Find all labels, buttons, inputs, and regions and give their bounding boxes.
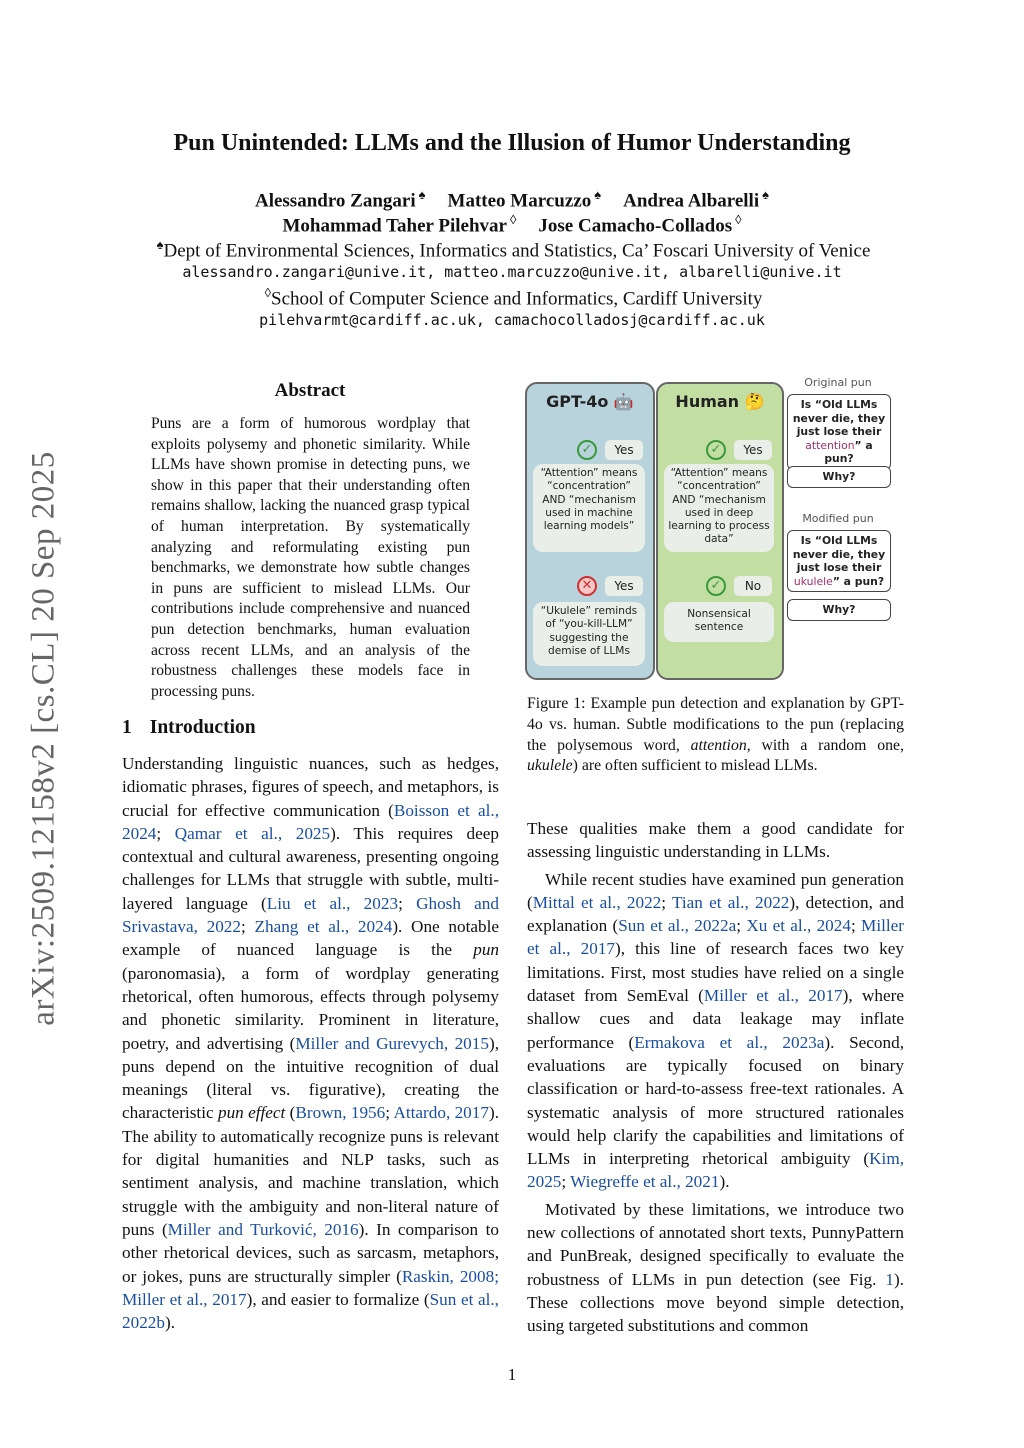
human-panel [656,382,784,680]
author-name: Matteo Marcuzzo [447,190,592,212]
gpt-explanation-2: “Ukulele” reminds of “you-kill-LLM” suggesting the demise of LLMs [533,602,645,666]
page-number: 1 [507,1365,517,1384]
citation-link[interactable]: Xu et al., 2024 [746,916,851,936]
answer-pill: Yes [734,440,772,460]
pun-word: ukulele [793,574,833,588]
citation-link[interactable]: Ermakova et al., 2023a [634,1032,825,1052]
affiliation-2 [0,285,1024,310]
arxiv-stamp [24,430,64,1030]
check-icon: ✓ [577,440,597,460]
intro-left-column [122,752,499,1338]
question-text: Is “Old LLMs never die, they just lose their [792,534,886,574]
citation-link[interactable]: Raskin, 2008; Miller et al., 2017 [122,1266,499,1309]
author-mark: ♠ [594,187,602,202]
affiliation-2-text: School of Computer Science and Informatics, Cardiff University [271,288,763,310]
answer-pill: Yes [605,576,643,596]
citation-link[interactable]: Boisson et al., 2024 [122,800,499,843]
question-text: Is “Old LLMs never die, they just lose their [792,398,886,438]
original-pun-question [787,394,891,470]
why-question: Why? [787,466,891,488]
citation-link[interactable]: Kim, 2025 [527,1149,904,1192]
original-pun-label: Original pun [804,376,872,389]
question-text: ” a pun? [824,438,873,465]
author-name: Jose Camacho-Collados [538,215,733,237]
figure-1 [525,372,905,682]
affil-mark: ◊ [264,285,271,300]
modified-pun-label: Modified pun [802,512,874,525]
check-icon: ✓ [706,440,726,460]
affiliation-1 [0,237,1024,262]
citation-link[interactable]: Miller and Gurevych, 2015 [295,1033,489,1053]
emails-1: alessandro.zangari@unive.it, matteo.marcuzzo@unive.it, albarelli@unive.it [182,263,842,281]
cross-icon: ✕ [577,576,597,596]
citation-link[interactable]: Mittal et al., 2022 [532,892,662,912]
body-paragraph: While recent studies have examined pun generation (Mittal et al., 2022; Tian et al., 2022), detection, and explanation (Sun et al., 2022a; Xu et al., 2024; Miller et al., 2017), this line of research faces two key limitations. First, most studies have relied on a single dataset from SemEval (Miller et al., 2017), where shallow cues and data leakage may inflate performance (Ermakova et al., 2023a). Second, evaluations are typically focused on binary classification or hard-to-assess free-text rationales. A systematic analysis of more structured rationales would help clarify the capabilities and limitations of LLMs in interpreting rhetorical ambiguity (Kim, 2025; Wiegreffe et al., 2021). [527,869,905,1192]
caption-text: ) are often sufficient to mislead LLMs. [572,757,818,775]
abstract-text: Puns are a form of humorous wordplay that exploits polysemy and phonetic similarity. While LLMs have shown promise in detecting puns, we show in this paper that their understanding often remains shallow, lacking the nuanced grasp typical of human interpretation. By systematically analyzing and reformulating existing pun benchmarks, we demonstrate how subtle changes in puns are sufficient to mislead LLMs. Our contributions include comprehensive and nuanced pun detection benchmarks, human evaluation across recent LLMs, and an analysis of the robustness challenges these models face in processing puns. [151,415,470,700]
question-text: ” a pun? [832,574,885,588]
citation-link[interactable]: Liu et al., 2023 [266,893,399,913]
caption-emphasis: ukulele [527,757,573,775]
gpt-panel-title: GPT-4o 🤖 [546,392,634,411]
answer-pill: Yes [605,440,643,460]
human-explanation-2: Nonsensical sentence [664,602,774,642]
citation-link[interactable]: Miller et al., 2017 [703,986,843,1006]
abstract-heading: Abstract [274,380,346,401]
citation-link[interactable]: Brown, 1956 [295,1103,386,1123]
answer-pill: No [734,576,772,596]
caption-text: , with a random one, [746,736,904,754]
affil-mark: ♠ [156,237,164,252]
section-number: 1 [122,717,132,738]
affiliation-1-text: Dept of Environmental Sciences, Informatics and Statistics, Ca’ Foscari University of Venice [163,240,871,262]
paper-title: Pun Unintended: LLMs and the Illusion of Humor Understanding [173,130,851,156]
human-explanation-1: “Attention” means “concentration” AND “mechanism used in deep learning to process data” [664,464,774,552]
section-heading [122,717,256,739]
figure-link[interactable]: 1 [885,1269,894,1289]
pun-word: attention [805,438,855,452]
author-name: Alessandro Zangari [254,190,416,212]
why-question: Why? [787,599,891,621]
author-mark: ◊ [509,212,517,227]
citation-link[interactable]: Miller and Turković, 2016 [167,1219,359,1239]
body-paragraph: Motivated by these limitations, we introduce two new collections of annotated short texts, PunnyPattern and PunBreak, designed specifically to evaluate the robustness of LLMs in pun detection (see Fig. 1). These collections move beyond simple detection, using targeted substitutions and common [527,1199,904,1336]
authors-line-2 [0,212,1024,237]
author-name: Mohammad Taher Pilehvar [282,215,507,237]
modified-pun-question [787,530,891,592]
citation-link[interactable]: Sun et al., 2022a [618,916,737,936]
citation-link[interactable]: Wiegreffe et al., 2021 [570,1172,720,1192]
body-paragraph: Understanding linguistic nuances, such as hedges, idiomatic phrases, figures of speech, and metaphors, is crucial for effective communication (Boisson et al., 2024; Qamar et al., 2025). This requires deep contextual and cultural awareness, presenting ongoing challenges for LLMs that struggle with subtle, multi-layered language (Liu et al., 2023; Ghosh and Srivastava, 2022; Zhang et al., 2024). One notable example of nuanced language is the pun (paronomasia), a form of wordplay generating rhetorical, often humorous, effects through polysemy and phonetic similarity. Prominent in literature, poetry, and advertising (Miller and Gurevych, 2015), puns depend on the intuitive recognition of dual meanings (literal vs. figurative), creating the characteristic pun effect (Brown, 1956; Attardo, 2017). The ability to automatically recognize puns is relevant for digital humanities and NLP tasks, such as sentiment analysis, and machine translation, which struggle with the ambiguity and non-literal nature of puns (Miller and Turković, 2016). In comparison to other rhetorical devices, such as sarcasm, metaphors, or jokes, puns are structurally simpler (Raskin, 2008; Miller et al., 2017), and easier to formalize (Sun et al., 2022b). [122,754,499,1333]
human-panel-title: Human 🤔 [675,392,765,411]
emails-2: pilehvarmt@cardiff.ac.uk, camachocolladosj@cardiff.ac.uk [259,311,765,329]
gpt-explanation-1: “Attention” means “concentration” AND “mechanism used in machine learning models” [533,464,645,552]
section-title: Introduction [149,717,256,738]
citation-link[interactable]: Qamar et al., 2025 [174,823,331,843]
arxiv-id: arXiv:2509.12158v2 [cs.CL] 20 Sep 2025 [25,451,62,1026]
authors-line-1 [0,187,1024,212]
citation-link[interactable]: Ghosh and Srivastava, 2022 [122,893,499,937]
caption-text: Example pun detection and explanation by GPT-4o vs. human. Subtle modifications to the pun (replacing the polysemous word, [527,695,904,754]
figure-caption [527,694,904,777]
citation-link[interactable]: Attardo, 2017 [393,1103,489,1123]
citation-link[interactable]: Sun et al., 2022b [122,1289,499,1333]
caption-label: Figure 1: [527,695,586,712]
intro-right-column [527,817,904,1342]
author-mark: ♠ [418,187,426,202]
citation-link[interactable]: Tian et al., 2022 [671,892,790,912]
citation-link[interactable]: Miller et al., 2017 [527,916,905,959]
author-mark: ♠ [762,187,770,202]
author-mark: ◊ [735,212,742,227]
caption-emphasis: attention [690,736,747,754]
author-name: Andrea Albarelli [623,190,760,212]
gpt-panel [525,382,655,680]
check-icon: ✓ [706,576,726,596]
body-paragraph: These qualities make them a good candidate for assessing linguistic understanding in LLMs. [527,819,904,862]
citation-link[interactable]: Zhang et al., 2024 [254,917,393,937]
